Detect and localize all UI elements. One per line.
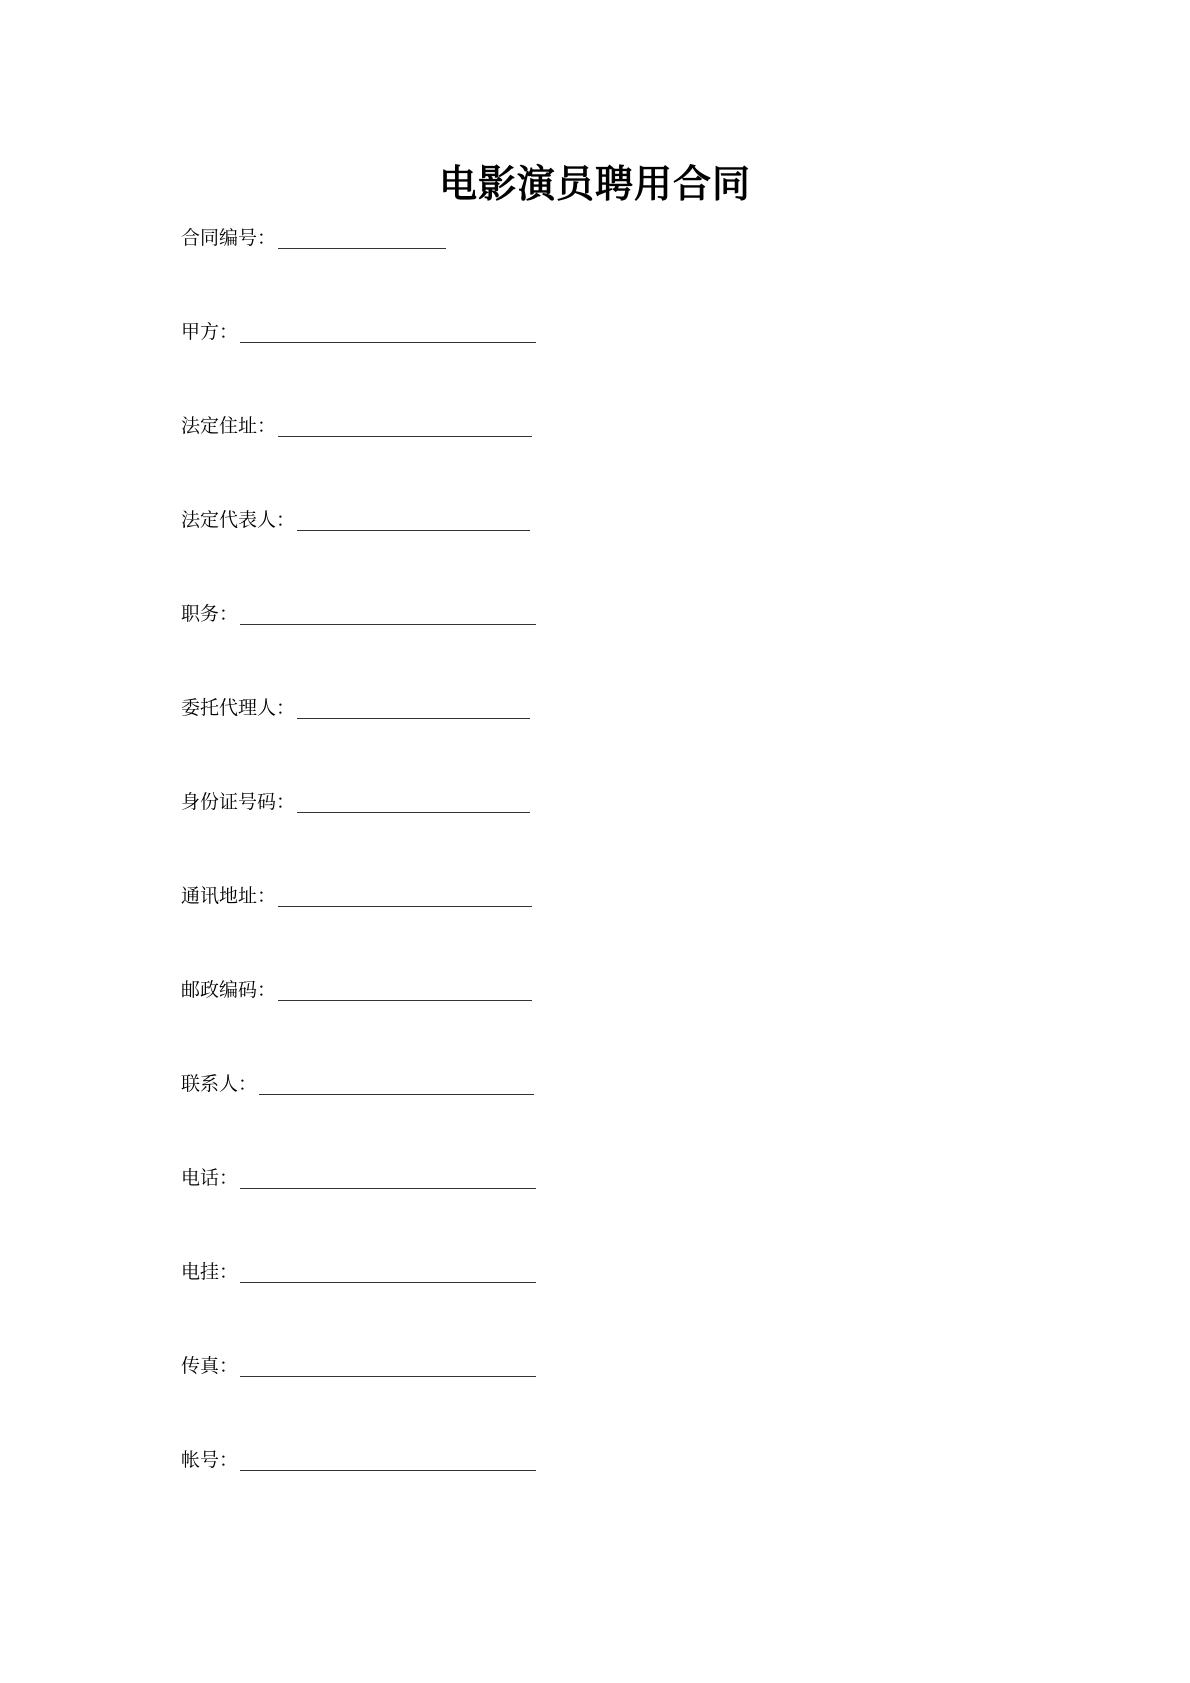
field-label: 传真： <box>181 1355 239 1377</box>
mailing-address-blank[interactable] <box>278 884 532 907</box>
field-postal-code <box>181 972 532 1002</box>
field-legal-representative <box>181 502 530 532</box>
field-cable <box>181 1254 536 1284</box>
field-id-number <box>181 784 530 814</box>
cable-blank[interactable] <box>240 1260 536 1283</box>
party-a-blank[interactable] <box>240 320 536 343</box>
field-label: 身份证号码： <box>181 791 296 813</box>
field-label: 甲方： <box>181 321 239 343</box>
field-legal-address <box>181 408 532 438</box>
authorized-agent-blank[interactable] <box>297 696 530 719</box>
contract-number-blank[interactable] <box>278 226 446 249</box>
legal-representative-blank[interactable] <box>297 508 530 531</box>
field-label: 联系人： <box>181 1073 258 1095</box>
field-fax <box>181 1348 536 1378</box>
telephone-blank[interactable] <box>240 1166 536 1189</box>
fax-blank[interactable] <box>240 1354 536 1377</box>
field-label: 职务： <box>181 603 239 625</box>
field-label: 委托代理人： <box>181 697 296 719</box>
field-contact-person <box>181 1066 534 1096</box>
field-label: 邮政编码： <box>181 979 277 1001</box>
field-label: 法定住址： <box>181 415 277 437</box>
field-label: 帐号： <box>181 1449 239 1471</box>
account-number-blank[interactable] <box>240 1448 536 1471</box>
field-telephone <box>181 1160 536 1190</box>
field-label: 合同编号： <box>181 227 277 249</box>
field-label: 电话： <box>181 1167 239 1189</box>
position-blank[interactable] <box>240 602 536 625</box>
id-number-blank[interactable] <box>297 790 530 813</box>
contact-person-blank[interactable] <box>259 1072 534 1095</box>
field-label: 电挂： <box>181 1261 239 1283</box>
field-label: 通讯地址： <box>181 885 277 907</box>
legal-address-blank[interactable] <box>278 414 532 437</box>
field-account-number <box>181 1442 536 1472</box>
field-position <box>181 596 536 626</box>
postal-code-blank[interactable] <box>278 978 532 1001</box>
field-authorized-agent <box>181 690 530 720</box>
field-mailing-address <box>181 878 532 908</box>
field-party-a <box>181 314 536 344</box>
field-contract-number <box>181 220 446 250</box>
document-title: 电影演员聘用合同 <box>438 162 751 206</box>
field-label: 法定代表人： <box>181 509 296 531</box>
